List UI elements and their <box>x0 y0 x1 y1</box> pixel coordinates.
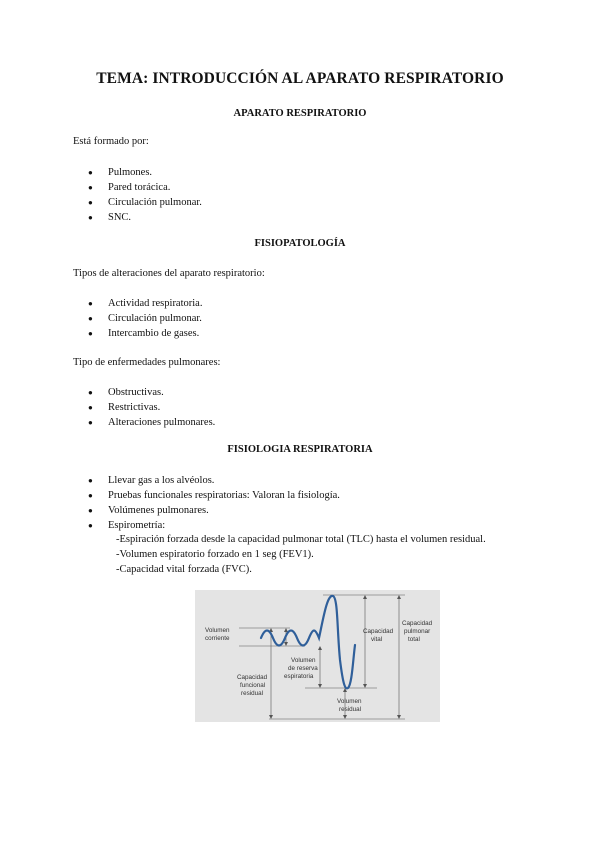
list-item: ● Pared torácica. <box>73 180 202 195</box>
spirometry-line: -Espiración forzada desde la capacidad pulmonar total (TLC) hasta el volumen residual. <box>116 534 486 545</box>
list-item: ● Alteraciones pulmonares. <box>73 415 215 430</box>
list-item: ● Llevar gas a los alvéolos. <box>73 473 340 488</box>
label-volumen-reserva: Volumen <box>291 657 316 664</box>
list-item: ● Volúmenes pulmonares. <box>73 503 340 518</box>
heading-fisiologia-respiratoria: FISIOLOGIA RESPIRATORIA <box>227 444 373 455</box>
label-volumen-corriente: corriente <box>205 635 230 642</box>
label-volumen-corriente: Volumen <box>205 627 230 634</box>
list-fisiologia <box>73 473 340 533</box>
heading-aparato-respiratorio: APARATO RESPIRATORIO <box>233 108 367 119</box>
list-item: ● Pruebas funcionales respiratorias: Valoran la fisiología. <box>73 488 340 503</box>
list-item: ● SNC. <box>73 210 202 225</box>
label-capacidad-vital: Capacidad <box>363 628 394 635</box>
list-enfermedades <box>73 385 215 430</box>
label-capacidad-vital: vital <box>371 636 383 643</box>
intro-enfermedades: Tipo de enfermedades pulmonares: <box>73 357 221 368</box>
label-capacidad-pulmonar-total: total <box>408 636 420 643</box>
label-volumen-residual: residual <box>339 706 362 713</box>
diagram-background <box>195 590 440 722</box>
label-capacidad-funcional-residual: residual <box>241 690 264 697</box>
list-item: ● Espirometría: <box>73 518 340 533</box>
intro-fisiopatologia: Tipos de alteraciones del aparato respiratorio: <box>73 268 265 279</box>
list-item: ● Restrictivas. <box>73 400 215 415</box>
list-item: ● Pulmones. <box>73 165 202 180</box>
spirometry-line: -Capacidad vital forzada (FVC). <box>116 564 252 575</box>
label-capacidad-pulmonar-total: pulmonar <box>404 628 431 635</box>
label-volumen-reserva: de reserva <box>288 665 318 672</box>
list-item: ● Circulación pulmonar. <box>73 311 202 326</box>
list-alteraciones <box>73 296 202 341</box>
list-item: ● Actividad respiratoria. <box>73 296 202 311</box>
label-volumen-residual: Volumen <box>337 698 362 705</box>
intro-aparato: Está formado por: <box>73 136 149 147</box>
label-volumen-reserva: espiratoria <box>284 673 314 680</box>
document-title: TEMA: INTRODUCCIÓN AL APARATO RESPIRATORIO <box>96 70 504 87</box>
heading-fisiopatologia: FISIOPATOLOGÍA <box>254 238 346 249</box>
spirometry-diagram <box>195 590 440 722</box>
espirometria-details <box>116 532 486 577</box>
label-capacidad-funcional-residual: Capacidad <box>237 674 268 681</box>
label-capacidad-funcional-residual: funcional <box>240 682 266 689</box>
list-item: ● Intercambio de gases. <box>73 326 202 341</box>
label-capacidad-pulmonar-total: Capacidad <box>402 620 433 627</box>
spirometry-line: -Volumen espiratorio forzado en 1 seg (FEV1). <box>116 549 314 560</box>
list-aparato <box>73 165 202 225</box>
list-item: ● Obstructivas. <box>73 385 215 400</box>
list-item: ● Circulación pulmonar. <box>73 195 202 210</box>
